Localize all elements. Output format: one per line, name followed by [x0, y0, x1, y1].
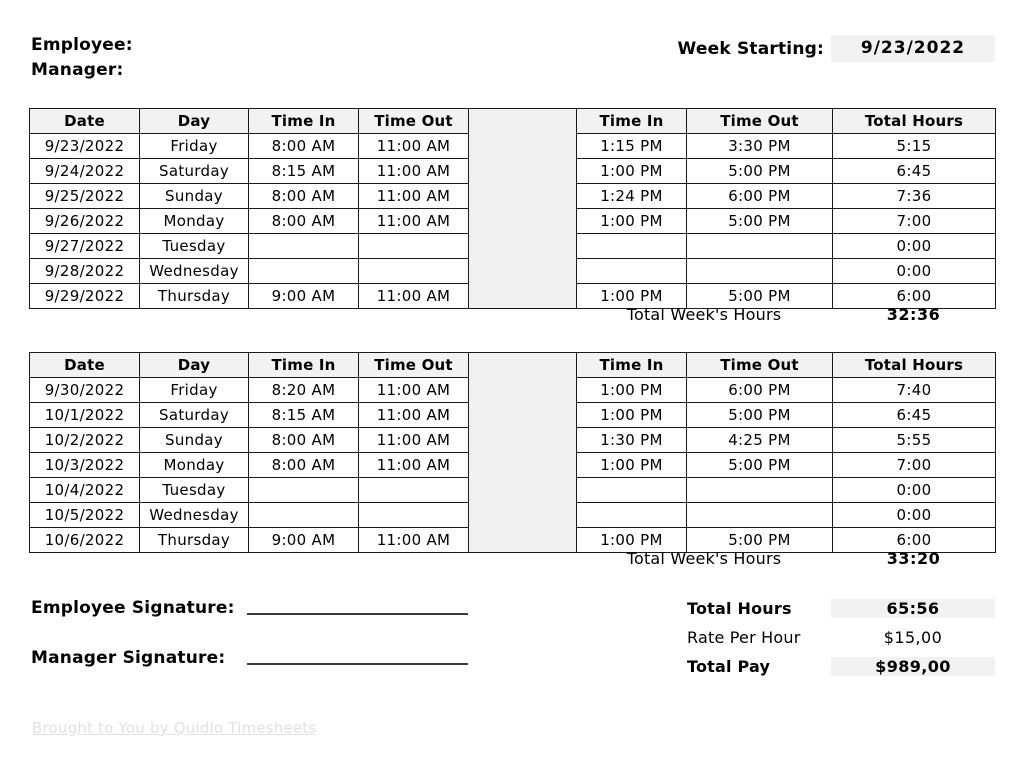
column-header-time-in-afternoon: Time In [577, 109, 687, 134]
rate-per-hour-value[interactable]: $15,00 [883, 628, 943, 647]
cell-time-out-afternoon[interactable]: 4:25 PM [687, 428, 833, 453]
spacer-cell [469, 428, 577, 453]
cell-time-out-afternoon[interactable] [687, 478, 833, 503]
cell-time-out-afternoon[interactable]: 5:00 PM [687, 209, 833, 234]
cell-time-out-afternoon[interactable]: 5:00 PM [687, 284, 833, 309]
cell-time-in-morning[interactable]: 8:15 AM [249, 159, 359, 184]
cell-time-in-morning[interactable]: 8:00 AM [249, 428, 359, 453]
spacer-column [469, 353, 577, 378]
spacer-column [469, 109, 577, 134]
spacer-cell [469, 503, 577, 528]
cell-time-out-morning[interactable]: 11:00 AM [359, 209, 469, 234]
table-row [30, 259, 996, 284]
table-row [30, 428, 996, 453]
cell-day: Saturday [140, 403, 249, 428]
cell-day: Monday [140, 209, 249, 234]
cell-time-out-morning[interactable]: 11:00 AM [359, 528, 469, 553]
column-header-time-out-afternoon: Time Out [687, 353, 833, 378]
rate-per-hour-row [687, 625, 995, 650]
cell-day: Sunday [140, 184, 249, 209]
employee-manager-header [31, 33, 133, 83]
cell-time-in-morning[interactable]: 8:00 AM [249, 184, 359, 209]
cell-time-out-afternoon[interactable] [687, 259, 833, 284]
cell-time-out-morning[interactable] [359, 503, 469, 528]
cell-time-in-afternoon[interactable]: 1:00 PM [577, 284, 687, 309]
manager-signature-line[interactable] [247, 662, 468, 665]
column-header-day: Day [140, 109, 249, 134]
cell-time-out-afternoon[interactable]: 5:00 PM [687, 159, 833, 184]
cell-total-hours: 6:45 [833, 159, 996, 184]
table-row [30, 209, 996, 234]
cell-time-in-afternoon[interactable] [577, 503, 687, 528]
cell-time-in-morning[interactable]: 8:00 AM [249, 134, 359, 159]
cell-total-hours: 5:55 [833, 428, 996, 453]
column-header-time-out-morning: Time Out [359, 353, 469, 378]
spacer-cell [469, 184, 577, 209]
cell-date: 10/5/2022 [30, 503, 140, 528]
cell-date: 9/24/2022 [30, 159, 140, 184]
cell-date: 10/3/2022 [30, 453, 140, 478]
cell-day: Saturday [140, 159, 249, 184]
cell-date: 9/23/2022 [30, 134, 140, 159]
table-row [30, 184, 996, 209]
table-row [30, 378, 996, 403]
week-2-total-value: 33:20 [886, 549, 941, 568]
cell-time-in-morning[interactable]: 8:20 AM [249, 378, 359, 403]
week-2-total-label: Total Week's Hours [626, 549, 782, 568]
spacer-cell [469, 209, 577, 234]
cell-time-out-morning[interactable] [359, 234, 469, 259]
column-header-total-hours: Total Hours [833, 109, 996, 134]
cell-day: Tuesday [140, 478, 249, 503]
cell-date: 9/28/2022 [30, 259, 140, 284]
cell-time-in-afternoon[interactable]: 1:00 PM [577, 159, 687, 184]
cell-time-in-afternoon[interactable]: 1:00 PM [577, 209, 687, 234]
week-1-total-label: Total Week's Hours [626, 305, 782, 324]
cell-date: 9/25/2022 [30, 184, 140, 209]
column-header-total-hours: Total Hours [833, 353, 996, 378]
cell-date: 9/27/2022 [30, 234, 140, 259]
week-starting-value[interactable]: 9/23/2022 [831, 35, 995, 62]
total-hours-value: 65:56 [831, 599, 995, 618]
cell-time-in-afternoon[interactable]: 1:00 PM [577, 378, 687, 403]
spacer-cell [469, 453, 577, 478]
cell-total-hours: 5:15 [833, 134, 996, 159]
table-row [30, 478, 996, 503]
total-pay-value: $989,00 [831, 657, 995, 676]
column-header-time-in-morning: Time In [249, 353, 359, 378]
signature-section [31, 596, 468, 696]
cell-time-in-afternoon[interactable]: 1:00 PM [577, 403, 687, 428]
cell-day: Thursday [140, 284, 249, 309]
cell-total-hours: 7:40 [833, 378, 996, 403]
cell-date: 9/26/2022 [30, 209, 140, 234]
cell-total-hours: 0:00 [833, 503, 996, 528]
cell-time-out-morning[interactable]: 11:00 AM [359, 284, 469, 309]
week-1-table-container [29, 108, 995, 309]
manager-label: Manager: [31, 60, 124, 80]
total-hours-row [687, 596, 995, 621]
cell-time-out-afternoon[interactable]: 6:00 PM [687, 184, 833, 209]
cell-time-out-afternoon[interactable] [687, 503, 833, 528]
cell-total-hours: 0:00 [833, 234, 996, 259]
column-header-time-in-afternoon: Time In [577, 353, 687, 378]
cell-time-in-afternoon[interactable]: 1:00 PM [577, 528, 687, 553]
cell-time-in-afternoon[interactable]: 1:24 PM [577, 184, 687, 209]
cell-time-in-afternoon[interactable] [577, 234, 687, 259]
employee-signature-label: Employee Signature: [31, 598, 235, 618]
table-row [30, 159, 996, 184]
week-1-total-value: 32:36 [886, 305, 941, 324]
pay-summary-section [687, 596, 995, 679]
cell-time-out-morning[interactable]: 11:00 AM [359, 378, 469, 403]
cell-total-hours: 7:00 [833, 209, 996, 234]
quidlo-timesheets-link[interactable]: Brought to You by Quidlo Timesheets [32, 719, 317, 737]
week-2-table [29, 352, 996, 553]
cell-time-out-morning[interactable]: 11:00 AM [359, 453, 469, 478]
cell-date: 10/2/2022 [30, 428, 140, 453]
cell-time-out-afternoon[interactable]: 5:00 PM [687, 453, 833, 478]
cell-time-in-morning[interactable]: 9:00 AM [249, 284, 359, 309]
cell-time-out-afternoon[interactable] [687, 234, 833, 259]
cell-day: Friday [140, 134, 249, 159]
cell-time-in-morning[interactable]: 8:00 AM [249, 209, 359, 234]
column-header-time-out-morning: Time Out [359, 109, 469, 134]
cell-time-out-morning[interactable] [359, 478, 469, 503]
cell-total-hours: 0:00 [833, 259, 996, 284]
table-row [30, 503, 996, 528]
spacer-cell [469, 159, 577, 184]
cell-day: Friday [140, 378, 249, 403]
column-header-time-in-morning: Time In [249, 109, 359, 134]
cell-time-in-morning[interactable] [249, 259, 359, 284]
cell-date: 10/6/2022 [30, 528, 140, 553]
cell-day: Wednesday [140, 259, 249, 284]
cell-time-in-morning[interactable] [249, 478, 359, 503]
total-hours-label: Total Hours [687, 599, 792, 618]
spacer-cell [469, 378, 577, 403]
cell-total-hours: 6:00 [833, 528, 996, 553]
total-pay-row [687, 654, 995, 679]
cell-time-out-morning[interactable]: 11:00 AM [359, 403, 469, 428]
cell-day: Thursday [140, 528, 249, 553]
cell-date: 9/29/2022 [30, 284, 140, 309]
table-row [30, 134, 996, 159]
cell-time-in-morning[interactable]: 8:15 AM [249, 403, 359, 428]
manager-signature-row [31, 646, 468, 668]
cell-total-hours: 0:00 [833, 478, 996, 503]
cell-date: 10/1/2022 [30, 403, 140, 428]
cell-date: 9/30/2022 [30, 378, 140, 403]
table-row [30, 234, 996, 259]
column-header-date: Date [30, 353, 140, 378]
cell-time-in-morning[interactable] [249, 503, 359, 528]
cell-total-hours: 6:00 [833, 284, 996, 309]
spacer-cell [469, 403, 577, 428]
cell-time-in-afternoon[interactable]: 1:30 PM [577, 428, 687, 453]
column-header-time-out-afternoon: Time Out [687, 109, 833, 134]
cell-time-out-morning[interactable]: 11:00 AM [359, 428, 469, 453]
table-row [30, 403, 996, 428]
total-pay-label: Total Pay [687, 657, 771, 676]
cell-time-in-afternoon[interactable] [577, 259, 687, 284]
cell-time-in-morning[interactable]: 9:00 AM [249, 528, 359, 553]
cell-day: Tuesday [140, 234, 249, 259]
employee-signature-row [31, 596, 468, 618]
week-2-table-container [29, 352, 995, 553]
table-header-row [30, 353, 996, 378]
employee-signature-line[interactable] [247, 612, 468, 615]
cell-time-in-afternoon[interactable]: 1:00 PM [577, 453, 687, 478]
manager-signature-label: Manager Signature: [31, 648, 226, 668]
cell-total-hours: 6:45 [833, 403, 996, 428]
cell-time-out-morning[interactable]: 11:00 AM [359, 184, 469, 209]
column-header-day: Day [140, 353, 249, 378]
cell-time-in-afternoon[interactable] [577, 478, 687, 503]
cell-total-hours: 7:36 [833, 184, 996, 209]
week-2-table-body [30, 378, 996, 553]
week-2-total-row [29, 549, 995, 568]
cell-time-in-afternoon[interactable]: 1:15 PM [577, 134, 687, 159]
cell-time-out-afternoon[interactable]: 6:00 PM [687, 378, 833, 403]
column-header-date: Date [30, 109, 140, 134]
cell-day: Sunday [140, 428, 249, 453]
spacer-cell [469, 478, 577, 503]
cell-time-out-morning[interactable] [359, 259, 469, 284]
table-header-row [30, 109, 996, 134]
cell-time-out-morning[interactable]: 11:00 AM [359, 159, 469, 184]
week-1-total-row [29, 305, 995, 324]
spacer-cell [469, 234, 577, 259]
week-1-table-body [30, 134, 996, 309]
rate-per-hour-label: Rate Per Hour [687, 628, 801, 647]
cell-time-in-morning[interactable]: 8:00 AM [249, 453, 359, 478]
cell-time-out-afternoon[interactable]: 5:00 PM [687, 528, 833, 553]
cell-time-out-afternoon[interactable]: 5:00 PM [687, 403, 833, 428]
week-starting-label: Week Starting: [677, 38, 824, 59]
employee-label: Employee: [31, 35, 133, 55]
spacer-cell [469, 259, 577, 284]
cell-time-in-morning[interactable] [249, 234, 359, 259]
cell-total-hours: 7:00 [833, 453, 996, 478]
cell-day: Wednesday [140, 503, 249, 528]
week-1-table [29, 108, 996, 309]
spacer-cell [469, 134, 577, 159]
week-starting-header [678, 35, 995, 62]
cell-time-out-morning[interactable]: 11:00 AM [359, 134, 469, 159]
cell-time-out-afternoon[interactable]: 3:30 PM [687, 134, 833, 159]
table-row [30, 453, 996, 478]
cell-day: Monday [140, 453, 249, 478]
cell-date: 10/4/2022 [30, 478, 140, 503]
